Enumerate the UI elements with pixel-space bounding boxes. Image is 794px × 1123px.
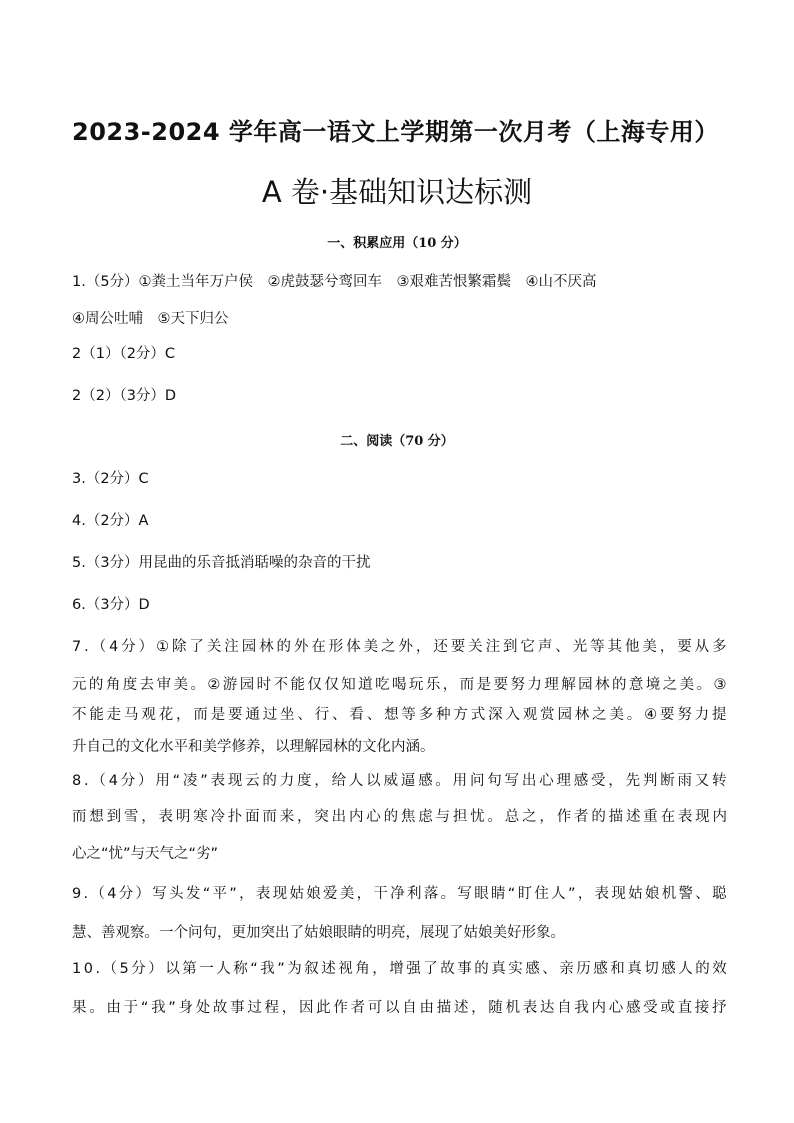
- answer-q2-2: 2（2）（3分）D: [72, 388, 177, 404]
- section-heading-reading: 二、阅读（70 分）: [340, 434, 454, 449]
- answer-q6: 6.（3分）D: [72, 597, 150, 613]
- answer-q9-line1: 9.（4分）写头发“平”，表现姑娘爱美，干净利落。写眼睛“盯住人”，表现姑娘机警、聪: [72, 886, 729, 902]
- answer-q10-line1: 10.（5分）以第一人称“我”为叙述视角，增强了故事的真实感、亲历感和真切感人的效: [72, 961, 730, 977]
- answer-q7-line4: 升自己的文化水平和美学修养，以理解园林的文化内涵。: [72, 739, 435, 755]
- answer-q1-line2: ④周公吐哺 ⑤天下归公: [72, 311, 229, 327]
- section-heading-accumulation: 一、积累应用（10 分）: [327, 236, 467, 251]
- answer-q2-1: 2（1）（2分）C: [72, 346, 176, 362]
- answer-q7-line1: 7.（4分）①除了关注园林的外在形体美之外，还要关注到它声、光等其他美，要从多: [72, 639, 730, 655]
- answer-q1-line1: 1.（5分）①粪土当年万户侯 ②虎鼓瑟兮鸾回车 ③艰难苦恨繁霜鬓 ④山不厌高: [72, 274, 597, 290]
- answer-q7-line2: 元的角度去审美。②游园时不能仅仅知道吃喝玩乐，而是要努力理解园林的意境之美。③: [72, 677, 729, 693]
- answer-q5: 5.（3分）用昆曲的乐音抵消聒噪的杂音的干扰: [72, 555, 371, 571]
- document-title: 2023-2024 学年高一语文上学期第一次月考（上海专用）: [72, 118, 719, 146]
- document-subtitle: A 卷·基础知识达标测: [261, 175, 533, 209]
- answer-q8-line2: 而想到雪，表明寒冷扑面而来，突出内心的焦虑与担忧。总之，作者的描述重在表现内: [72, 809, 730, 825]
- answer-q7-line3: 不能走马观花，而是要通过坐、行、看、想等多种方式深入观赏园林之美。④要努力提: [72, 707, 730, 723]
- answer-q10-line2: 果。由于“我”身处故事过程，因此作者可以自由描述，随机表达自我内心感受或直接抒: [72, 1000, 730, 1016]
- answer-q9-line2: 慧、善观察。一个问句，更加突出了姑娘眼睛的明亮，展现了姑娘美好形象。: [72, 925, 565, 941]
- answer-q3: 3.（2分）C: [72, 471, 149, 487]
- answer-q8-line1: 8.（4分）用“凌”表现云的力度，给人以威逼感。用问句写出心理感受，先判断雨又转: [72, 773, 730, 789]
- answer-q4: 4.（2分）A: [72, 513, 149, 529]
- answer-q8-line3: 心之“忧”与天气之“劣”: [72, 846, 219, 862]
